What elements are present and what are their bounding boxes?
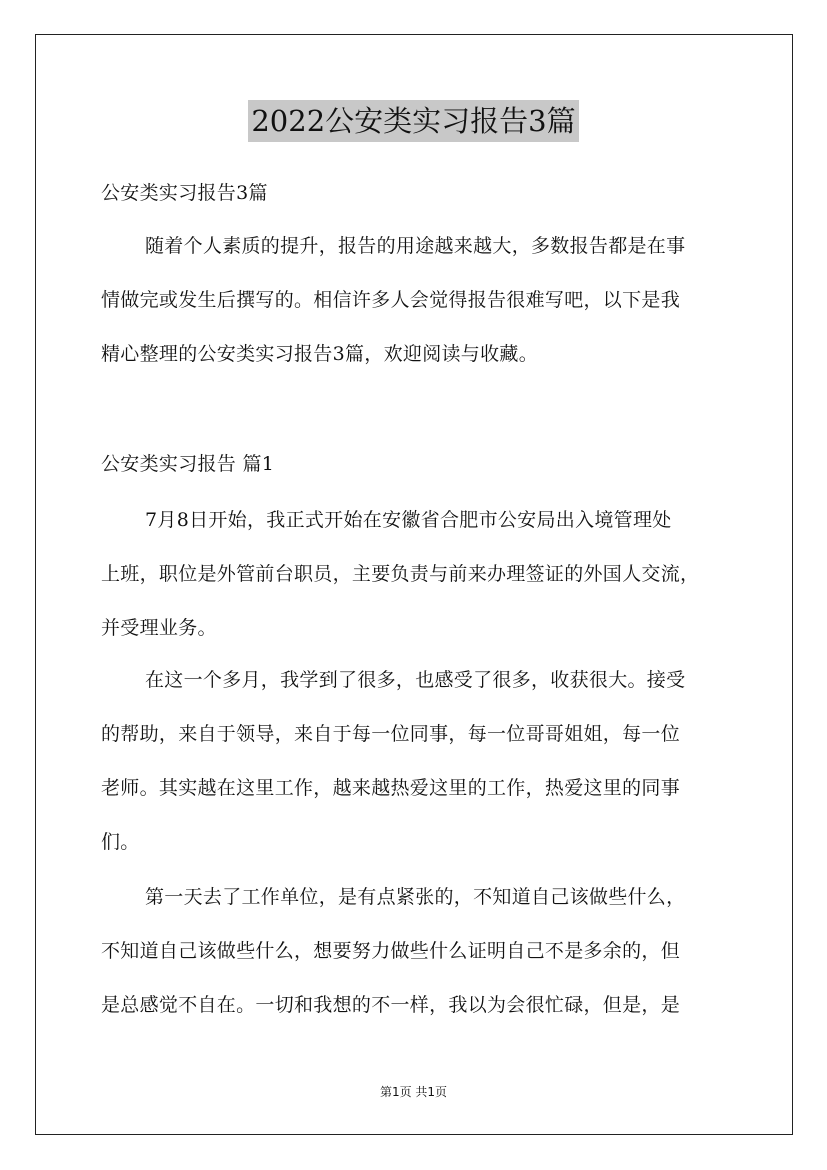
paragraph-line: 上班，职位是外管前台职员，主要负责与前来办理签证的外国人交流， <box>101 563 700 585</box>
paragraph-line: 在这一个多月，我学到了很多，也感受了很多，收获很大。接受 <box>145 669 686 691</box>
page-number: 第1页 共1页 <box>379 1085 448 1099</box>
paragraph-line: 第一天去了工作单位，是有点紧张的，不知道自己该做些什么， <box>145 886 686 908</box>
document-title-container <box>0 100 827 142</box>
paragraph-line: 不知道自己该做些什么，想要努力做些什么证明自己不是多余的，但 <box>101 940 681 962</box>
paragraph-line: 老师。其实越在这里工作，越来越热爱这里的工作，热爱这里的同事 <box>101 777 681 799</box>
paragraph-line: 的帮助，来自于领导，来自于每一位同事，每一位哥哥姐姐，每一位 <box>101 723 681 745</box>
document-title: 2022公安类实习报告3篇 <box>248 100 578 142</box>
intro-line: 随着个人素质的提升，报告的用途越来越大，多数报告都是在事 <box>145 235 686 257</box>
paragraph-line: 们。 <box>101 831 140 853</box>
intro-line: 情做完或发生后撰写的。相信许多人会觉得报告很难写吧，以下是我 <box>101 289 681 311</box>
paragraph-line: 并受理业务。 <box>101 617 217 639</box>
section-heading: 公安类实习报告 篇1 <box>101 453 275 475</box>
paragraph-line: 是总感觉不自在。一切和我想的不一样，我以为会很忙碌，但是，是 <box>101 994 681 1016</box>
paragraph-line: 7月8日开始，我正式开始在安徽省合肥市公安局出入境管理处 <box>145 509 672 531</box>
intro-line: 精心整理的公安类实习报告3篇，欢迎阅读与收藏。 <box>101 343 538 365</box>
document-subtitle: 公安类实习报告3篇 <box>101 182 268 204</box>
